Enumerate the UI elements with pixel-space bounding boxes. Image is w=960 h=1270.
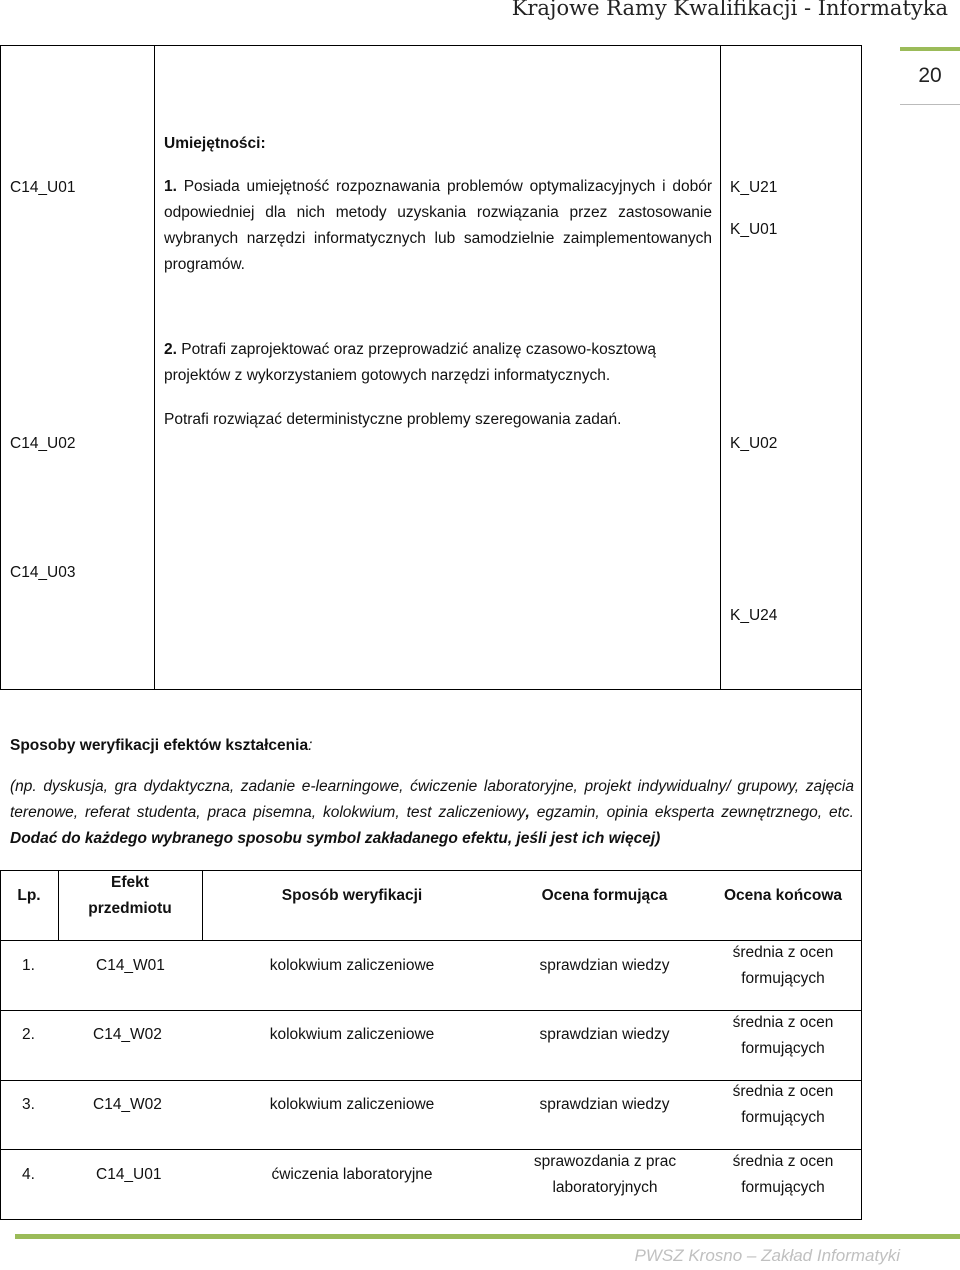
table-border-right — [861, 45, 862, 1220]
table-col-divider-1 — [154, 45, 155, 690]
row-lp: 1. — [22, 957, 35, 974]
row-formative: sprawdzian wiedzy — [539, 1096, 670, 1113]
row-final: średnia z ocen formujących — [732, 944, 834, 987]
row-final: średnia z ocen formujących — [732, 1014, 834, 1057]
table-border-top — [0, 45, 862, 46]
row-effect: C14_W01 — [96, 957, 165, 974]
verification-note-instruction: Dodać do każdego wybranego sposobu symbol zakładanego efektu, jeśli jest ich więcej) — [10, 830, 661, 847]
verification-heading-text: Sposoby weryfikacji efektów kształcenia — [10, 737, 309, 754]
header-accent-bar — [900, 47, 960, 51]
document-header-title: Krajowe Ramy Kwalifikacji - Informatyka — [511, 0, 948, 20]
table-border-left — [0, 45, 1, 690]
row-method: kolokwium zaliczeniowe — [269, 1026, 435, 1043]
verification-note-text: (np. dyskusja, gra dydaktyczna, zadanie e-learningowe, ćwiczenie laboratoryjne, projekt indywidualny/ grupowy, zajęcia terenowe, referat studenta, praca pisemna, kolokwium, test zaliczeniowy — [10, 778, 854, 821]
skill-number-2: 2. — [164, 341, 177, 358]
skill-ref-1a: K_U21 — [730, 179, 778, 196]
row-formative: sprawozdania z prac laboratoryjnych — [533, 1153, 677, 1196]
assess-border-left — [0, 870, 1, 1220]
verification-heading — [10, 733, 312, 759]
page-number: 20 — [918, 64, 942, 87]
header-lp: Lp. — [17, 887, 41, 904]
skill-text-1: Posiada umiejętność rozpoznawania problemów optymalizacyjnych i dobór odpowiedniej dla nich metody uzyskania rozwiązania przez zastosowanie wybranych narzędzi informatycznych lub samodzielnie zaimplementowanych programów. — [164, 178, 712, 273]
skill-ref-3: K_U24 — [730, 607, 778, 624]
skill-description-1 — [164, 174, 712, 278]
skill-ref-2: K_U02 — [730, 435, 778, 452]
verification-note-text-end: egzamin, opinia eksperta zewnętrznego, etc. — [529, 804, 854, 821]
row-formative: sprawdzian wiedzy — [539, 957, 670, 974]
verification-note-comma: , — [525, 804, 530, 821]
row-lp: 2. — [22, 1026, 35, 1043]
skill-code-2: C14_U02 — [10, 435, 76, 452]
assess-header-divider-1 — [58, 870, 59, 941]
row-effect: C14_U01 — [96, 1166, 162, 1183]
table-row-divider — [0, 689, 862, 690]
skill-ref-1b: K_U01 — [730, 221, 778, 238]
header-method: Sposób weryfikacji — [281, 887, 423, 904]
header-effect: Efekt przedmiotu — [88, 874, 172, 917]
row-formative: sprawdzian wiedzy — [539, 1026, 670, 1043]
footer-text: PWSZ Krosno – Zakład Informatyki — [634, 1246, 900, 1265]
row-lp: 3. — [22, 1096, 35, 1113]
assess-header-divider-2 — [202, 870, 203, 941]
page-number-divider — [900, 104, 960, 105]
skill-code-3: C14_U03 — [10, 564, 76, 581]
row-method: kolokwium zaliczeniowe — [269, 957, 435, 974]
skill-text-2: Potrafi zaprojektować oraz przeprowadzić analizę czasowo-kosztową projektów z wykorzystaniem gotowych narzędzi informatycznych. — [164, 341, 656, 384]
footer-accent-bar — [15, 1234, 960, 1239]
skills-section-label: Umiejętności: — [164, 135, 266, 152]
row-effect: C14_W02 — [93, 1096, 162, 1113]
row-final: średnia z ocen formujących — [732, 1153, 834, 1196]
verification-heading-colon: : — [308, 737, 313, 754]
row-final: średnia z ocen formujących — [732, 1083, 834, 1126]
row-method: kolokwium zaliczeniowe — [269, 1096, 435, 1113]
skill-number-1: 1. — [164, 178, 177, 195]
header-formative: Ocena formująca — [541, 887, 668, 904]
verification-note — [10, 774, 854, 852]
table-col-divider-2 — [720, 45, 721, 690]
skill-description-2 — [164, 337, 720, 389]
skill-description-2b: Potrafi rozwiązać deterministyczne problemy szeregowania zadań. — [164, 411, 622, 428]
header-final: Ocena końcowa — [723, 887, 842, 904]
row-method: ćwiczenia laboratoryjne — [271, 1166, 433, 1183]
row-lp: 4. — [22, 1166, 35, 1183]
skill-code-1: C14_U01 — [10, 179, 76, 196]
row-effect: C14_W02 — [93, 1026, 162, 1043]
assess-border-bottom — [0, 1219, 862, 1220]
